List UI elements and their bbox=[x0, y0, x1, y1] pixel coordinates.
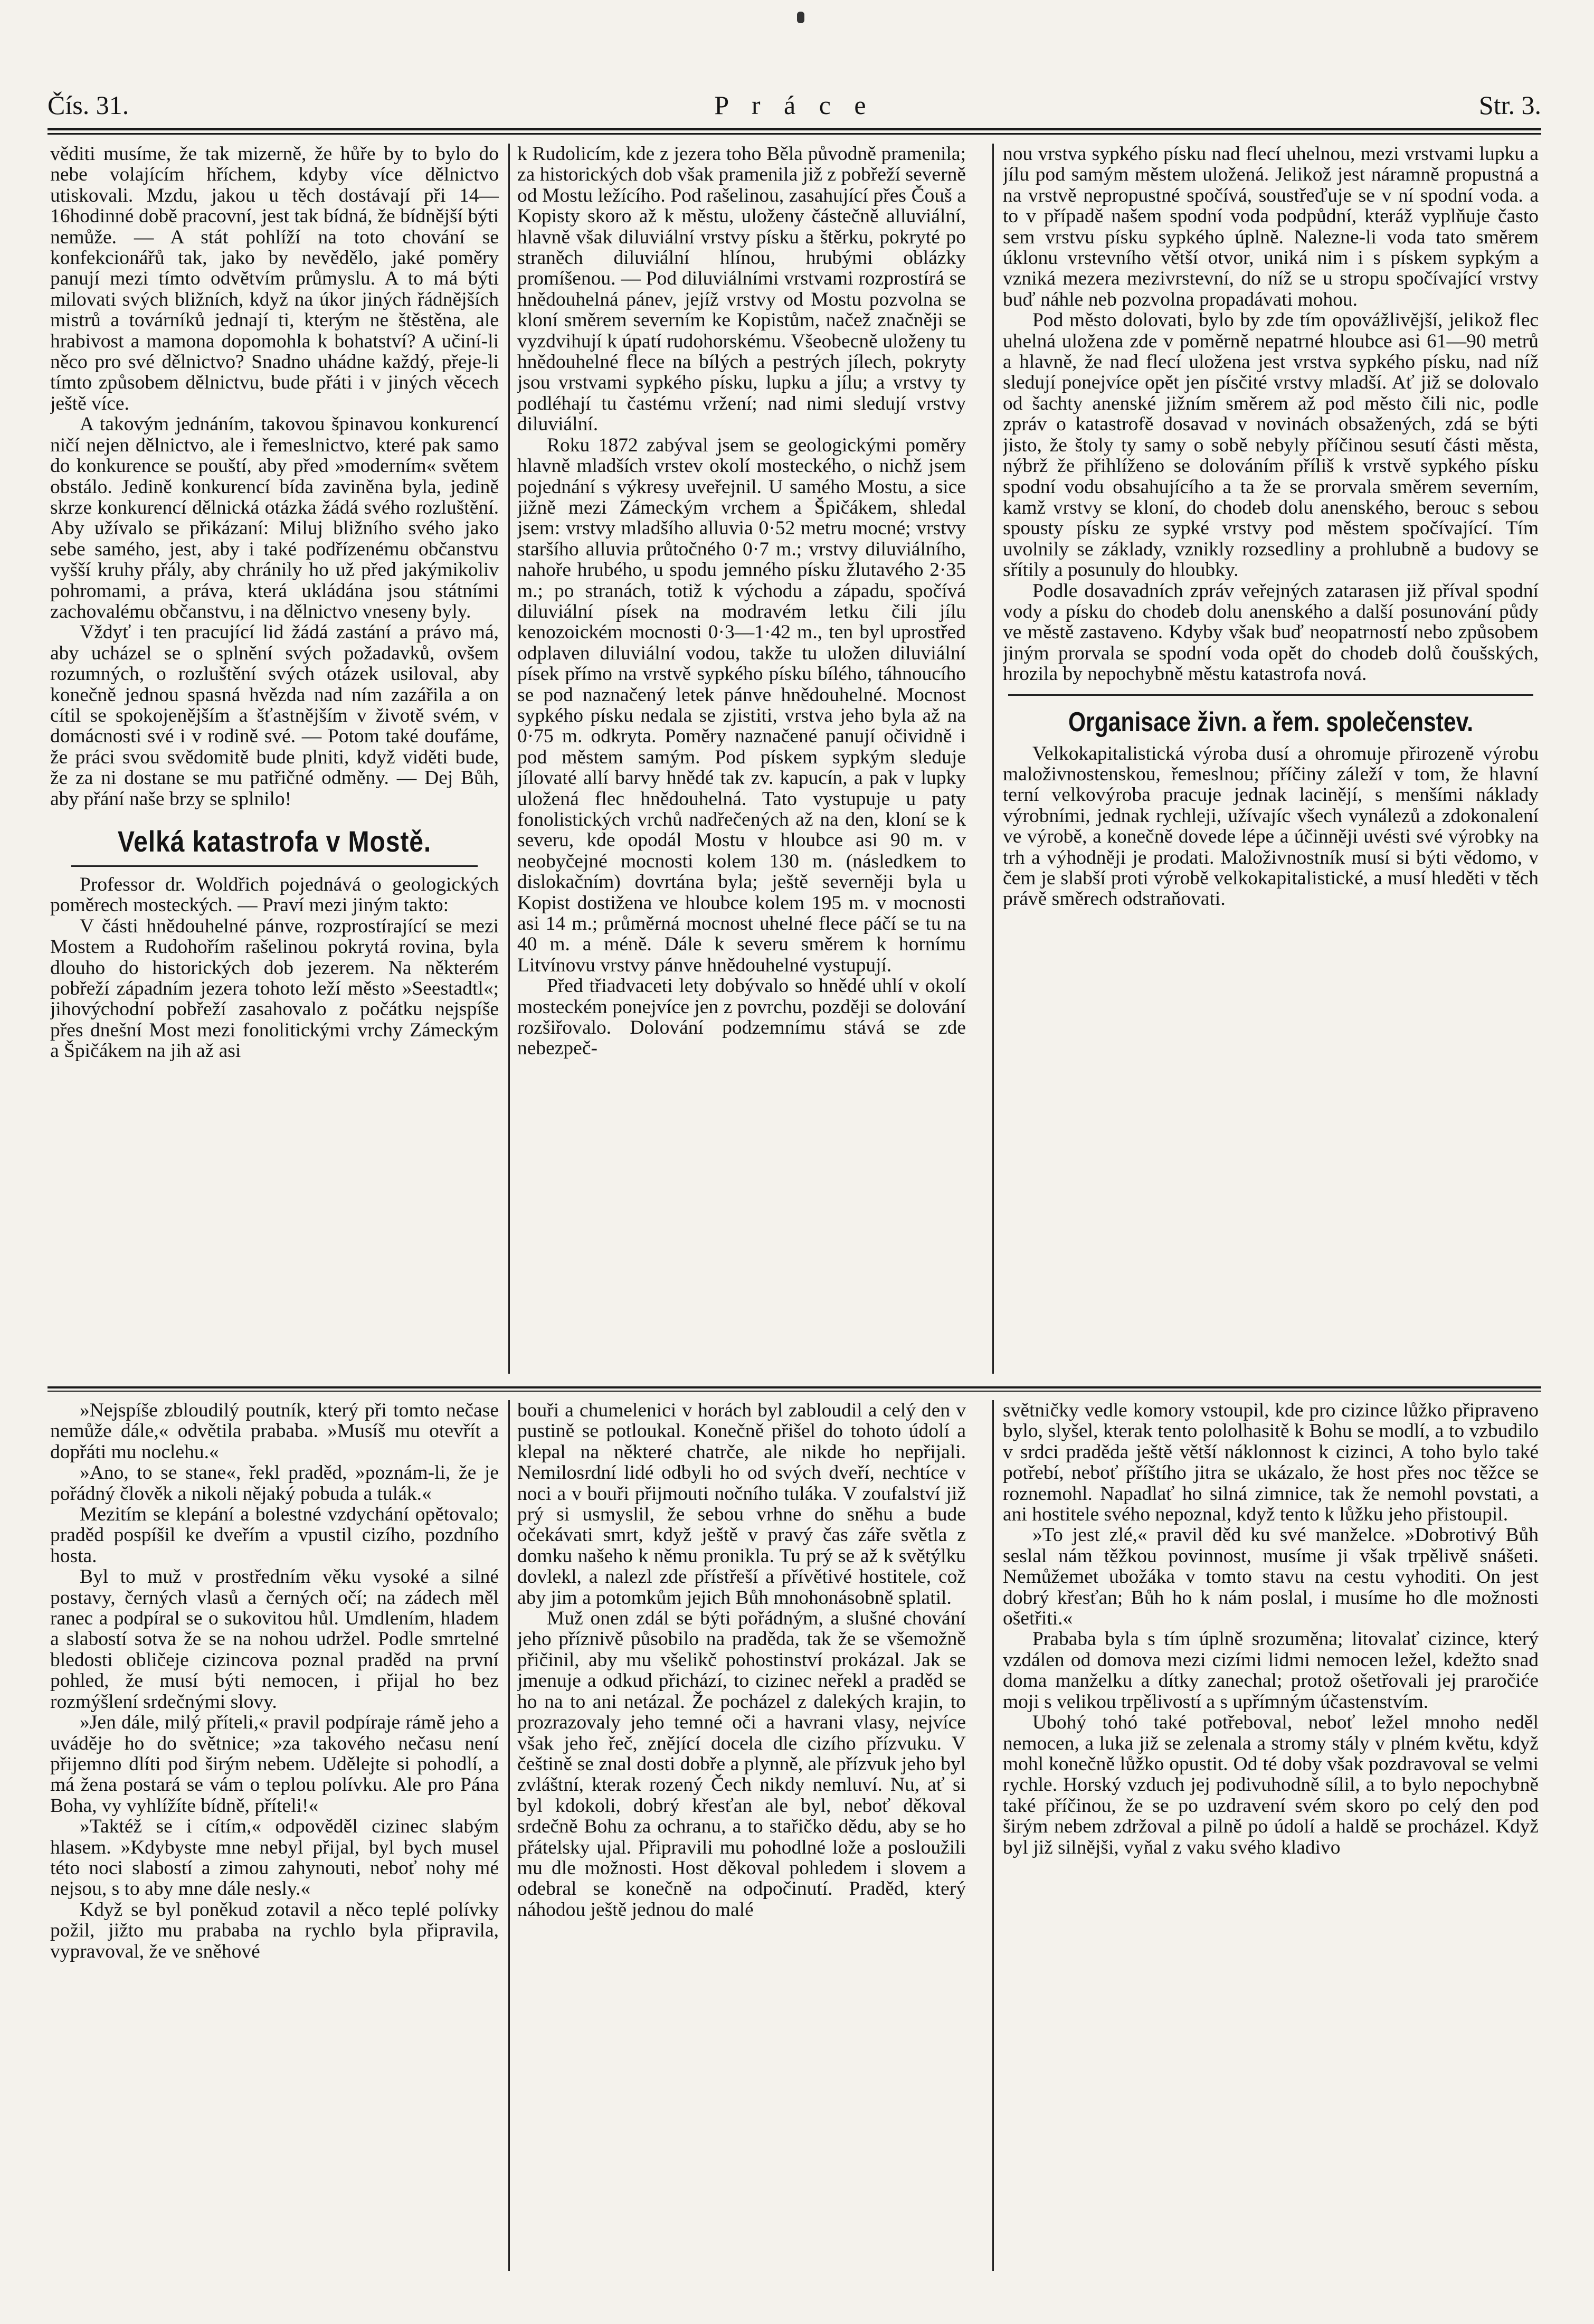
col1-paragraph: V části hnědouhelné pánve, rozprostírající se mezi Mostem a Rudohořím rašelinou pokrytá rovina, byla dlouho do historických dob jezerem. Na některém pobřeží západním jezera tohoto leží město »Seestadtl«; jihovýchodní pobřeží zasahovalo z počátku nejspíše přes dnešní Most mezi fonolitickými vrchy Zámeckým a Špičákem na jih až asi bbox=[50, 915, 499, 1062]
feuilleton-paragraph: Byl to muž v prostředním věku vysoké a silné postavy, černých vlasů a černých očí; na zádech měl ranec a podpíral se o sukovitou hůl. Umdlením, hladem a slabostí sotva že se na nohou udržel. Podle smrtelné bledosti obličeje cizincova poznal praděd na první pohled, že musí býti nemocen, i přijal ho bez rozmýšlení srdečnými slovy. bbox=[50, 1566, 499, 1713]
header-rule bbox=[48, 128, 1541, 130]
feuilleton-paragraph: »Taktéž se i cítím,« odpověděl cizinec slabým hlasem. »Kdybyste mne nebyl přijal, byl bych musel této noci slabostí a zimou zahynouti, neboť nohy mé nejsou, s to aby mne dále nesly.« bbox=[50, 1816, 499, 1900]
feuilleton-column-1 bbox=[50, 1400, 499, 2271]
feuilleton-paragraph: »Nejspíše zbloudilý poutník, který při tomto nečase nemůže dále,« odvětila prababa. »Musíš mu otevřít a dopřáti mu noclehu.« bbox=[50, 1400, 499, 1463]
feuilleton-rule-thin bbox=[48, 1391, 1541, 1392]
col2-paragraph: Před třiadvaceti lety dobývalo so hnědé uhlí v okolí mosteckém ponejvíce jen z povrchu, později se dolování rozšiřovalo. Dolování podzemnímu stává se zde nebezpeč- bbox=[517, 975, 966, 1060]
print-mark bbox=[797, 12, 804, 23]
header-rule-thin bbox=[48, 133, 1541, 135]
feuilleton-paragraph: »Jen dále, milý příteli,« pravil podpíraje rámě jeho a uváděje ho do světnice; »za takového nečasu není přijemno dlíti pod širým nebem. Udělejte si pohodlí, a má žena postará se vám o teplou polívku. Ale pro Pána Boha, vy vyhlížíte bídně, příteli!« bbox=[50, 1712, 499, 1817]
column-3 bbox=[1003, 144, 1539, 1374]
col1-paragraph: A takovým jednáním, takovou špinavou konkurencí ničí nejen dělnictvo, ale i řemeslnictvo, které pak samo do konkurence se pouští, aby před »moderním« světem obstálo. Jedině konkurencí bída zaviněna byla, jedině skrze konkurencí dělnická otázka žádá svého rozluštění. Aby užívalo se přikázaní: Miluj bližního svého jako sebe samého, jest, aby i také podřízenému občanstvu vyšší kruhy přály, aby chránily ho už před jakýmikoliv pohromami, a práva, která ukládána jsou státními zachovalému občanstvu, i na dělnictvo vneseny byly. bbox=[50, 413, 499, 622]
column-1 bbox=[50, 144, 499, 1374]
feuilleton-column-2 bbox=[517, 1400, 966, 2271]
column-divider bbox=[508, 144, 510, 1374]
col1-paragraph: věditi musíme, že tak mizerně, že hůře by to bylo do nebe volajícím hříchem, kdyby více dělnictvo utiskovali. Mzdu, jakou u těch dostávají při 14—16hodinné době pracovní, jest tak bídná, že bídnější býti nemůže. — A stát pohlíží na toto chování se konfekcionářů tak, jako by nevědělo, jaké poměry panují mezi tímto odvětvím průmyslu. A to má býti milovati svých bližních, když na úkor jiných řádnějších mistrů a továrníků jednají ti, kterým ne štěstěna, ale hrabivost a mamona dopomohla k bohatství? A učiní-li něco pro své dělnictvo? Snadno uhádne každý, přeje-li tímto způsobem dělnictvu, bude přáti i v jiných věcech ještě více. bbox=[50, 144, 499, 414]
col3-paragraph: Velkokapitalistická výroba dusí a ohromuje přirozeně výrobu maloživnostenskou, řemeslnou; příčiny záleží v tom, že hlavní terní velkovýroba pracuje jednak lacinějí, s menšími náklady výrobními, jednak rychleji, užívajíc všech vynálezů a zdokonalení ve výrobě, a konečně dovede lépe a účinněji uvésti své výrobky na trh a výhodněji je prodati. Maloživnostník musí si býti vědomo, v čem je slabší proti výrobě velkokapitalistické, a musí hleděti v těch právě směrech odstraňovati. bbox=[1003, 742, 1539, 910]
feuilleton-paragraph: světničky vedle komory vstoupil, kde pro cizince lůžko připraveno bylo, slyšel, kterak tento pololhasitě k Bohu se modlí, a to vzbudilo v srdci praděda ještě větší náklonnost k cizinci, A toho bylo také potřebí, neboť příštího jitra se ukázalo, že host přes noc těžce se roznemohl. Napadlať ho silná zimnice, tak že nemohl povstati, a ani hostitele svého nepoznal, když tento k lůžku jeho přistoupil. bbox=[1003, 1400, 1539, 1526]
column-divider bbox=[992, 1400, 994, 2271]
feuilleton-paragraph: Prababa byla s tím úplně srozuměna; litovalať cizince, který vzdálen od domova mezi cizími lidmi nemocen ležel, kdežto snad doma manželku a dítky zanechal; protož ošetřovali jej praročiće moji s velikou trpělivostí a s upřímným účastenstvím. bbox=[1003, 1628, 1539, 1713]
feuilleton-paragraph: Mezitím se klepání a bolestné vzdychání opětovalo; praděd pospíšil ke dveřím a vpustil cizího, pozdního hosta. bbox=[50, 1504, 499, 1567]
column-divider bbox=[992, 144, 994, 1374]
section-headline: Organisace živn. a řem. společenstev. bbox=[1068, 706, 1474, 738]
feuilleton-paragraph: »Ano, to se stane«, řekl praděd, »poznám-li, že je pořádný člověk a nikoli nějaký pobuda a tulák.« bbox=[50, 1462, 499, 1505]
section-rule bbox=[1008, 694, 1533, 696]
col2-paragraph: Roku 1872 zabýval jsem se geologickými poměry hlavně mladších vrstev okolí mosteckého, o nichž jsem pojednání s výkresy uveřejnil. U samého Mostu, a sice jižně mezi Zámeckým vrchem a Špičákem, shledal jsem: vrstvy mladšího alluvia 0·52 metru mocné; vrstvy staršího alluvia průtočného 0·7 m.; vrstvy diluviálního, nahoře hrubého, u spodu jemného písku žlutavého 2·35 m.; po stranách, totiž k východu a západu, spočívá diluviální písek na modravém letku čili jílu kenozoickém mocnosti 0·3—1·42 m., ten byl uprostřed odplaven diluviální vodou, takže tu uložen diluviální písek přímo na vrstvě sypkého písku bílého, táhnoucího se pod naznačený letek pánve hnědouhelné. Mocnost sypkého písku nedala se zjistiti, vrstva jeho byla až na 0·75 m. odkryta. Poměry naznačené panují očividně i pod městem samým. Pod pískem sypkým sleduje jílovaté allí barvy hnědé tak zv. kapucín, a pak v lupky uložená flec hnědouhelná. Tato vystupuje u paty fonolistických vrchů nadřečených až na den, kloní se k severu, kde opodál Mostu v hloubce asi 90 m. v neobyčejné mocnosti kolem 130 m. (následkem to dislokačním) dovrtána byla; ještě severněji byla u Kopist dostižena ve hloubce kolem 195 m. v mocnosti asi 14 m.; průměrná mocnost uhelné flece páčí se tu na 40 m. a méně. Dále k severu směrem k hornímu Litvínovu vrstvy pánve hnědouhelné vystupují. bbox=[517, 434, 966, 976]
col3-paragraph: nou vrstva sypkého písku nad flecí uhelnou, mezi vrstvami lupku a jílu pod samým městem uložená. Jelikož jest náramně propustná a na vrstvě nepropustné spočívá, soustřeďuje se v ní spodní voda. a to v případě našem spodní voda podpůdní, kteráž vyplňuje často sem vrstvu písku sypkého úplně. Nalezne-li voda tato směrem úklonu vrstevního větší otvor, uniká nim i s pískem sypkým a vzniká mezera mezivrstevní, do níž se u stropu spočívající vrstvy buď náhle neb pozvolna propadávati mohou. bbox=[1003, 144, 1539, 310]
feuilleton-paragraph: bouři a chumelenici v horách byl zabloudil a celý den v pustině se potloukal. Konečně přišel do tohoto údolí a klepal na některé chatrče, ale nikde ho nepřijali. Nemilosrdní lidé odbyli ho od svých dveří, nechtíce v noci a v bouři přijmouti nočního tuláka. V zoufalství již prý si usmyslil, že sebou vrhne do sněhu a bude očekávati smrt, když ještě v pravý čas záře světla z domku našeho k němu pronikla. Tu prý se až k světýlku dovlekl, a nalezl zde přístřeší a přívětivé hostitele, což aby jim a potomkům jejich Bůh mnohonásobně splatil. bbox=[517, 1400, 966, 1609]
feuilleton-paragraph: »To jest zlé,« pravil děd ku své manželce. »Dobrotivý Bůh seslal nám těžkou povinnost, musíme ji však trpělivě snášeti. Nemůžemet ubožáka v tomto stavu na cestu vyhoditi. On jest dobrý křesťan; Bůh ho k nám poslal, i musíme ho dle možnosti ošetřiti.« bbox=[1003, 1524, 1539, 1630]
article-headline: Velká katastrofa v Mostě. bbox=[117, 825, 432, 858]
issue-number: Čís. 31. bbox=[48, 90, 129, 120]
col3-paragraph: Pod město dolovati, bylo by zde tím opovážlivější, jelikož flec uhelná uložena zde v poměrně nepatrné hloubce asi 61—90 metrů a hlavně, že nad flecí uložena jest vrstva sypkého písku, nad níž sledují ponejvíce opět jen písčité vrstvy mladší. Ať již se dolovalo od šachty anenské jižním směrem až pod město čili nic, podle zpráv o katastrofě dosavad v novinách obsažených, zdá se býti jisto, že štoly ty samy o sobě nebyly příčinou sesutí části města, nýbrž že přihlíženo se dolováním příliš k vrstvě sypkého písku spodní vodu obsahujícího a ta že se prorvala směrem severním, kamž vrstvy se kloní, do chodeb dolu anenského, berouc s sebou spousty písku ze sypké vrstvy pod městem spočívající. Tím uvolnily se základy, vznikly rozsedliny a prohlubně a budovy se sřítily a posunuly do hloubky. bbox=[1003, 309, 1539, 581]
col2-paragraph: k Rudolicím, kde z jezera toho Běla původně pramenila; za historických dob však pramenila již z pobřeží severně od Mostu ležícího. Pod rašelinou, zasahující přes Čouš a Kopisty skoro až k městu, uloženy částečně alluviální, hlavně však diluviální vrstvy písku a štěrku, pokryté po straněch diluviální hlínou, hrubými oblázky promíšenou. — Pod diluviálními vrstvami rozprostírá se hnědouhelná pánev, jejíž vrstvy od Mostu pozvolna se kloní směrem severním ke Kopistům, načež značněji se vyzdvihují k úpatí rudohorskému. Všeobecně uloženy tu hnědouhelné flece na bílých a pestrých jílech, pokryty jsou vrstvami sypkého písku, lupku a jílu; a vrstvy ty podléhají tu častému vržení; nad nimi sledují vrstvy diluviální. bbox=[517, 144, 966, 436]
page-header bbox=[48, 79, 1541, 127]
column-divider bbox=[508, 1400, 510, 2271]
feuilleton-paragraph: Když se byl poněkud zotavil a něco teplé polívky požil, jižto mu prababa na rychlo byla připravila, vypravoval, že ve sněhové bbox=[50, 1898, 499, 1962]
feuilleton-rule bbox=[48, 1386, 1541, 1388]
feuilleton-column-3 bbox=[1003, 1400, 1539, 2271]
headline-rule bbox=[71, 865, 478, 867]
feuilleton-paragraph: Ubohý tohó také potřeboval, neboť ležel mnoho neděl nemocen, a luka již se zelenala a stromy stály v plném květu, když mohl konečně lůžko opustit. Od té doby však pozdravoval se velmi rychle. Horský vzduch jej podivuhodně sílil, a to bylo nepochybně také příčinou, že se po uzdravení svém skoro po celý den pod širým nebem zdržoval a pilně po údolí a haldě se procházel. Když byl již silnějši, vyňal z vaku svého kladivo bbox=[1003, 1712, 1539, 1858]
page-number: Str. 3. bbox=[1478, 90, 1541, 120]
feuilleton-paragraph: Muž onen zdál se býti pořádným, a slušné chování jeho příznivě působilo na praděda, tak že se všemožně přičinil, aby mu všelikč pohostinství prokázal. Jak se jmenuje a odkud přichází, to cizinec neřekl a praděd se ho na to ani netázal. Že pocházel z dalekých krajin, to prozrazovaly jeho temné oči a havrani vlasy, nejvíce však jeho řeč, znějící docela dle cizího přízvuku. V češtině se znal dosti dobře a plynně, ale přízvuk jeho byl zvláštní, kterak rozený Čech nikdy nemluví. Nu, ať si byl kdokoli, dobrý křesťan ale byl, neboť děkoval srdečně Bohu za ochranu, a to stařičko dědu, aby se ho přátelsky ujal. Připravili mu pohodlné lože a posloužili mu dle možnosti. Host děkoval pohledem i slovem a odebral se konečně na odpočinutí. Praděd, který náhodou ještě jednou do malé bbox=[517, 1608, 966, 1921]
col3-paragraph: Podle dosavadních zpráv veřejných zatarasen již příval spodní vody a písku do chodeb dolu anenského a další posunování půdy ve městě zastaveno. Kdyby však buď neopatrností nebo způsobem jiným prorvala se spodní voda opět do chodeb dolů čoušských, hrozila by nepochybně městu katastrofa nová. bbox=[1003, 580, 1539, 685]
newspaper-title: P r á c e bbox=[714, 90, 875, 120]
col1-paragraph: Professor dr. Woldřich pojednává o geologických poměrech mosteckých. — Praví mezi jiným takto: bbox=[50, 874, 499, 917]
col1-paragraph: Vždyť i ten pracující lid žádá zastání a právo má, aby ucházel se o splnění svých požadavků, ovšem rozumných, o rozluštění svých otázek usiloval, aby konečně jednou spasná hvězda nad ním zazářila a on cítil se spokojenějším a šťastnějším v životě svém, v domácnosti své i v rodině své. — Potom také doufáme, že práci svou svědomitě bude plniti, když viděti bude, že za ni dostane se mu patřičné odměny. — Dej Bůh, aby přání naše brzy se splnilo! bbox=[50, 621, 499, 810]
column-2 bbox=[517, 144, 966, 1374]
